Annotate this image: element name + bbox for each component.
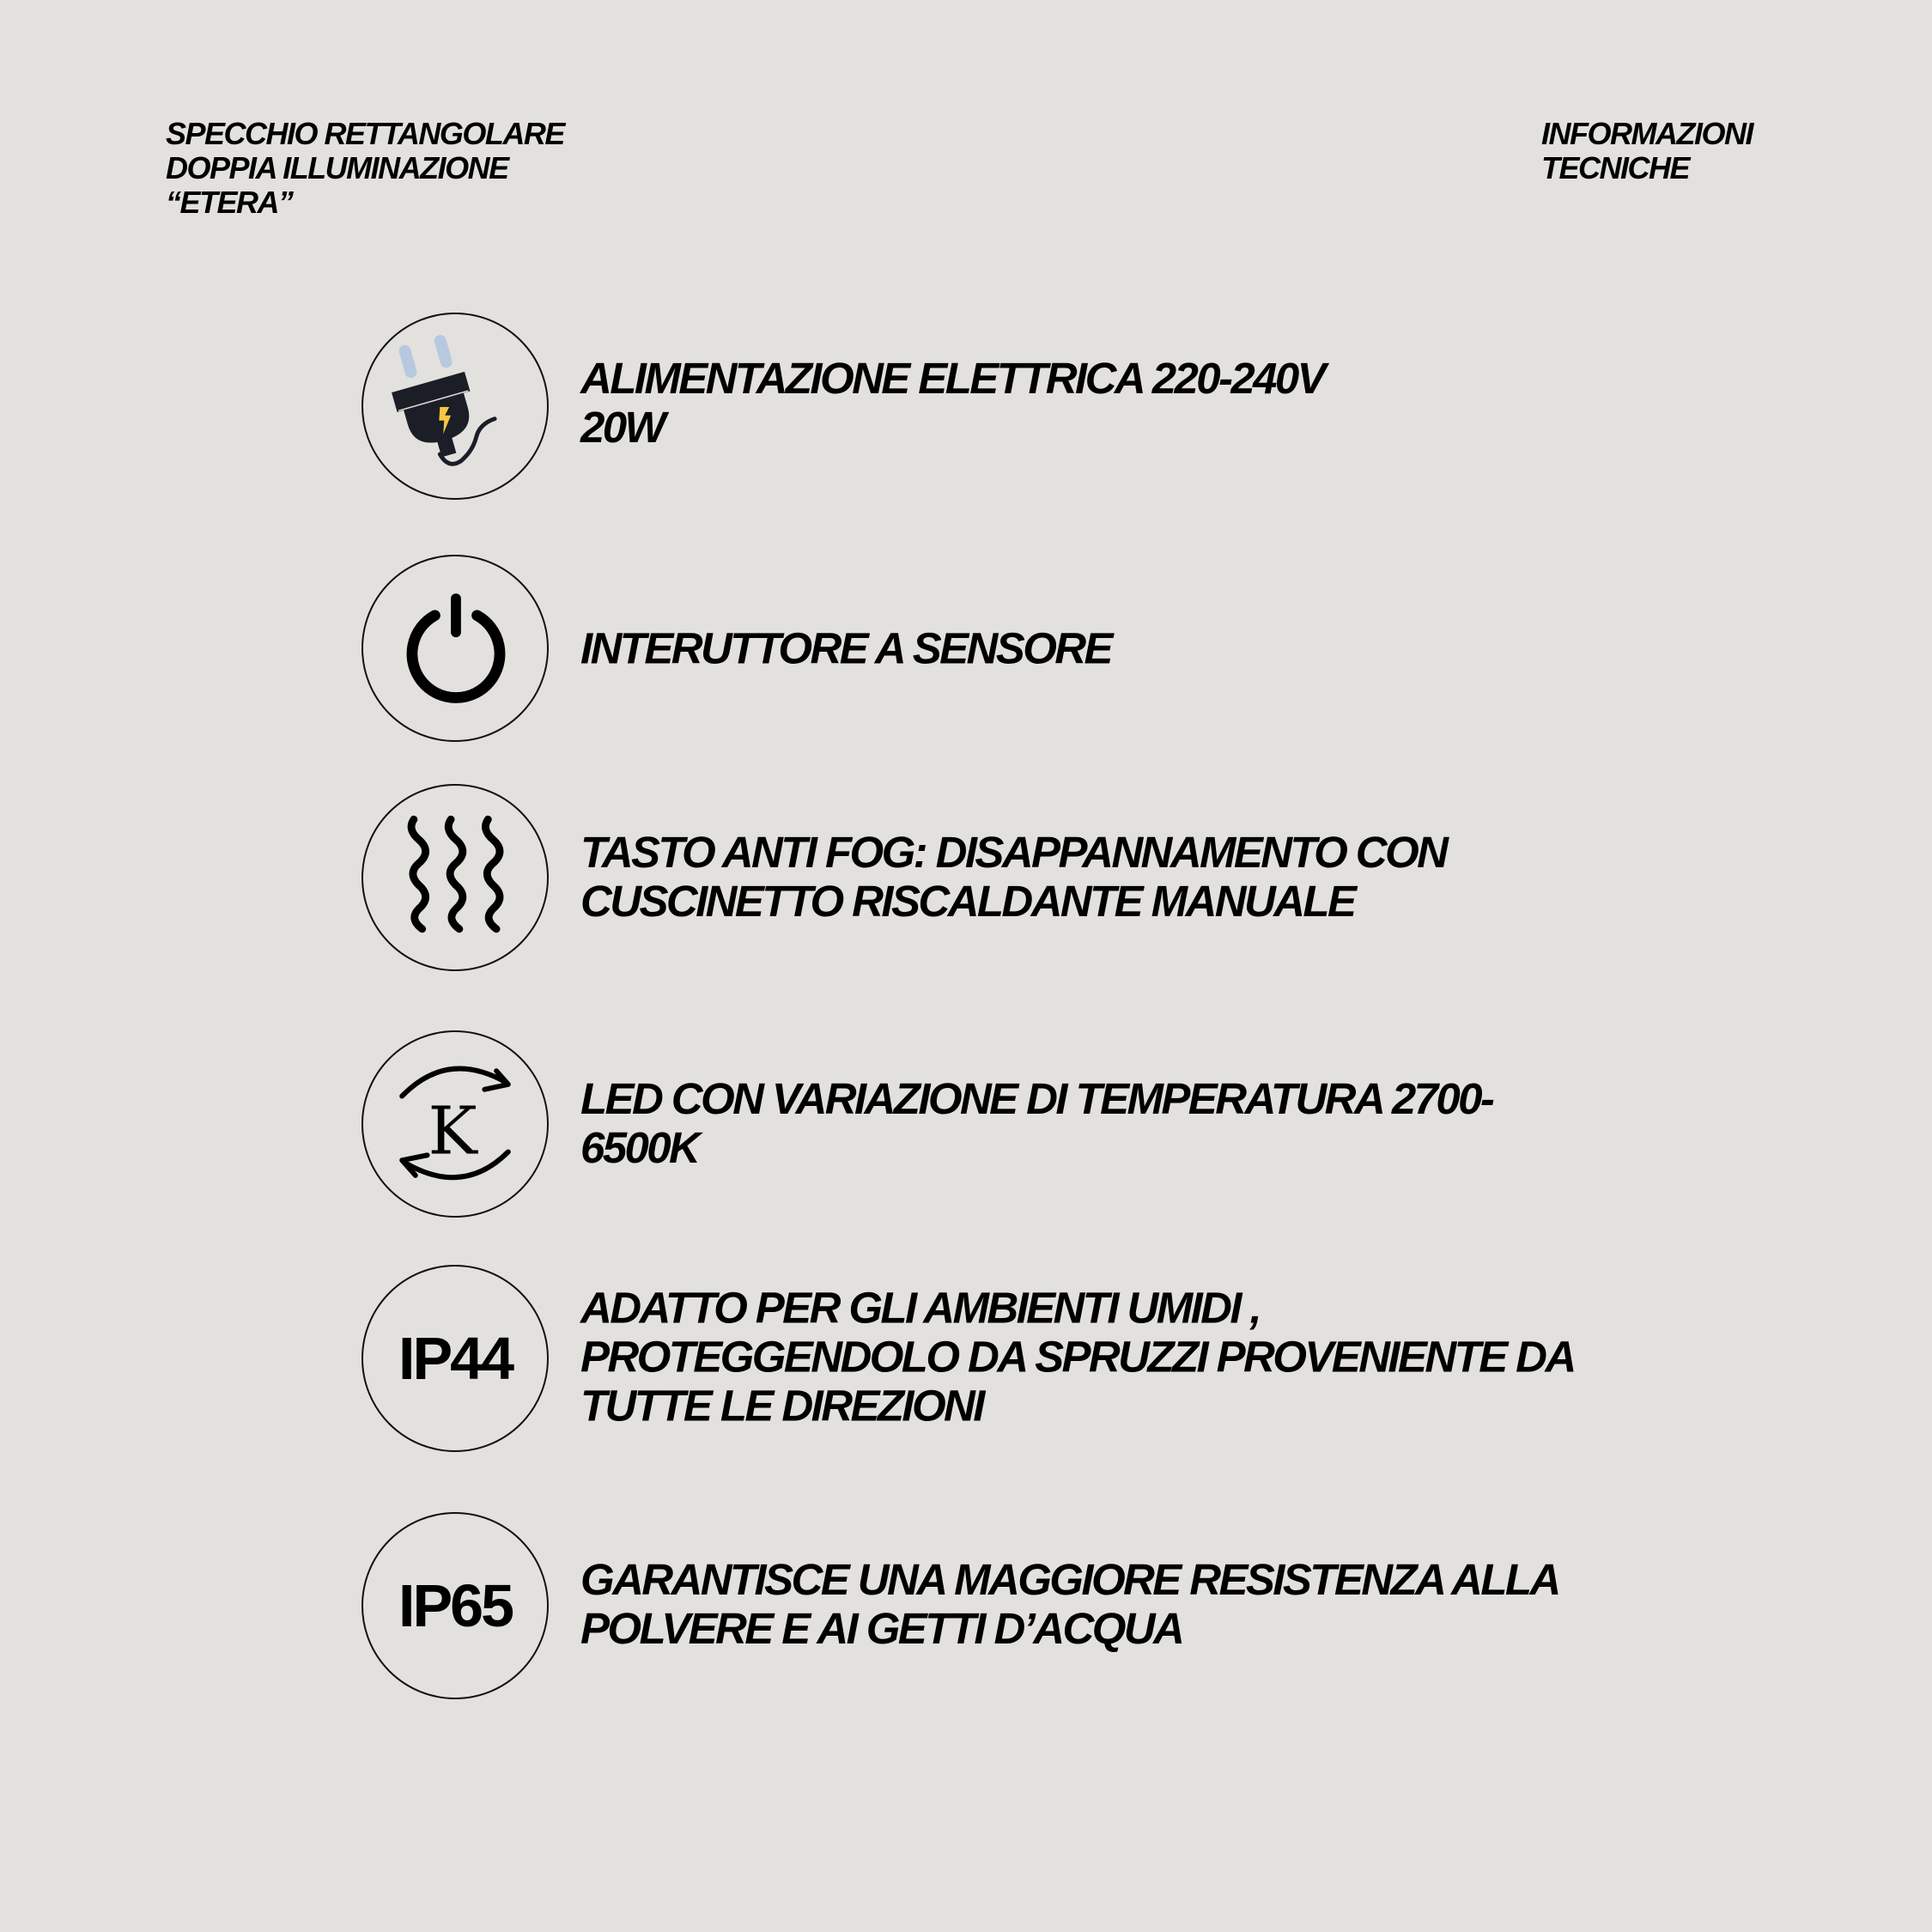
- feature-text-line: INTERUTTORE A SENSORE: [580, 623, 1111, 673]
- feature-text-line: CUSCINETTO RISCALDANTE MANUALE: [580, 877, 1355, 926]
- feature-text-line: TASTO ANTI FOG: DISAPPANNAMENTO CON: [580, 828, 1447, 877]
- feature-text-line: PROTEGGENDOLO DA SPRUZZI PROVENIENTE DA: [580, 1332, 1575, 1382]
- feature-text: [580, 1074, 1492, 1172]
- feature-icon-circle: [361, 1512, 549, 1699]
- kelvin-letter: K: [428, 1093, 477, 1170]
- product-title-line: SPECCHIO RETTANGOLARE: [166, 116, 564, 151]
- feature-text: [580, 1284, 1575, 1431]
- feature-text-line: 6500K: [580, 1123, 699, 1172]
- feature-text: [580, 828, 1446, 926]
- feature-text: [580, 354, 1324, 452]
- plug-icon: [363, 313, 547, 500]
- feature-text-line: TUTTE LE DIREZIONI: [580, 1381, 983, 1431]
- feature-text-line: GARANTISCE UNA MAGGIORE RESISTENZA ALLA: [580, 1555, 1559, 1604]
- section-title-line: INFORMAZIONI: [1541, 116, 1753, 151]
- ip65-badge: IP65: [398, 1572, 512, 1639]
- feature-icon-circle: [361, 784, 549, 971]
- feature-text: [580, 1555, 1559, 1653]
- feature-text-line: LED CON VARIAZIONE DI TEMPERATURA 2700-: [580, 1074, 1493, 1123]
- feature-text: [580, 624, 1111, 673]
- feature-text-line: POLVERE E AI GETTI D’ACQUA: [580, 1604, 1183, 1653]
- kelvin-cycle-icon: [363, 1030, 547, 1218]
- product-title-line: DOPPIA ILLUMINAZIONE: [166, 150, 508, 185]
- feature-icon-circle: [361, 555, 549, 742]
- feature-text-line: 20W: [580, 403, 665, 452]
- section-title-line: TECNICHE: [1541, 150, 1690, 185]
- feature-icon-circle: [361, 313, 549, 500]
- heat-waves-icon: [363, 784, 547, 971]
- feature-text-line: ADATTO PER GLI AMBIENTI UMIDI ,: [580, 1283, 1261, 1333]
- feature-text-line: ALIMENTAZIONE ELETTRICA 220-240V: [580, 354, 1325, 403]
- product-title: [166, 117, 564, 220]
- section-title: [1541, 117, 1753, 185]
- feature-icon-circle: [361, 1030, 549, 1218]
- ip44-badge: IP44: [398, 1325, 512, 1392]
- feature-icon-circle: [361, 1265, 549, 1452]
- power-icon: [363, 555, 547, 742]
- product-title-line: “ETERA”: [166, 185, 293, 220]
